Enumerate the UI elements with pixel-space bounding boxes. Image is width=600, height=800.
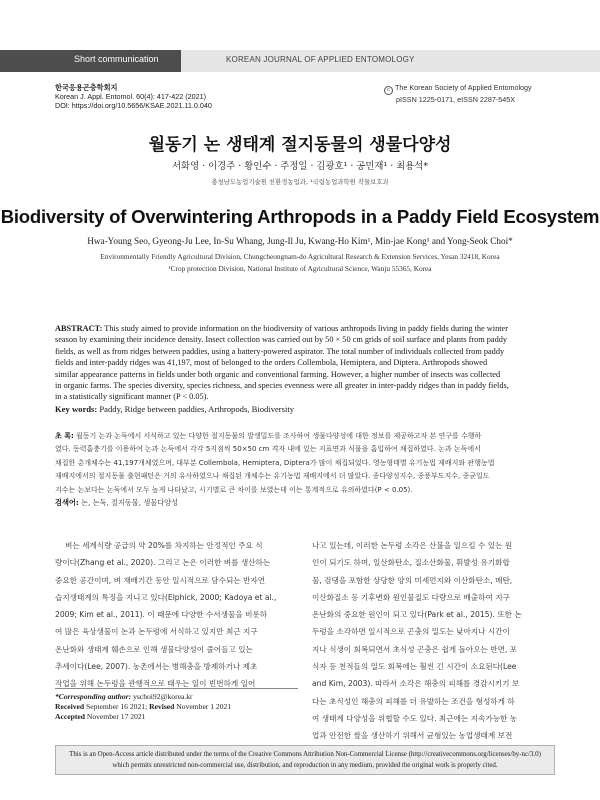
abstract-korean-line: 월동기 논과 논둑에서 서식하고 있는 다양한 절지동물의 발생밀도를 조사하여 생물다양성에 대한 정보를 제공하고자 본 연구를 수행하	[73, 432, 482, 440]
footnote-divider	[55, 688, 298, 689]
issn-text: pISSN 1225-0171, eISSN 2287-545X	[396, 95, 516, 104]
corresponding-author-email[interactable]: yschoi92@korea.kr	[131, 692, 193, 701]
abstract-korean-line: 재배지에서의 절지동물 출현패턴은 거의 유사하였으나 채집된 개체수는 유기농법 재배지에서 더 많았다. 종다양성지수, 종풍부도지수, 종균일도	[55, 472, 490, 481]
affiliation-english-1: Environmentally Friendly Agricultural Division, Chungcheongnam-do Agricultural Research & Extension Services, Yesan 32418, Korea	[100, 252, 500, 261]
keywords-korean	[55, 498, 178, 508]
body-line: 두렁을 소각하면 일시적으로 곤충의 밀도는 낮아지나 시간이	[312, 627, 510, 637]
body-column-right	[312, 537, 555, 745]
journal-name-korean: 한국응용곤충학회지	[55, 83, 118, 92]
accepted-date: November 17 2021	[84, 712, 146, 721]
keywords	[55, 404, 294, 414]
keywords-text: Paddy, Ridge between paddies, Arthropods, Biodiversity	[97, 404, 295, 414]
license-line: which permits unrestricted non-commercial use, distribution, and reproduction in any medium, provided the original work is properly cited.	[112, 761, 498, 769]
affiliation-korean: 충청남도농업기술원 친환경농업과, ¹국립농업과학원 작물보호과	[211, 178, 389, 186]
body-line: 업과 안전한 쌀을 생산하기 위해서 균형있는 농업생태계 보전	[312, 731, 513, 741]
title-english: Biodiversity of Overwintering Arthropods in a Paddy Field Ecosystem	[0, 206, 600, 227]
citation-reference: Korean J. Appl. Entomol. 60(4): 417-422 (2021)	[55, 92, 207, 101]
revised-label: Revised	[149, 702, 175, 711]
abstract	[55, 323, 555, 403]
body-line: 다는 초식성인 해충의 피해를 더 유발하는 조건을 형성하게 하	[312, 696, 515, 706]
body-line: 량이다(Zhang et al., 2020). 그리고 논은 이러한 벼를 생산하는	[55, 558, 271, 568]
abstract-korean-line: 지수는 논보다는 논둑에서 모두 높게 나타났고, 시기별로 큰 차이를 보였는데 이는 통계적으로 유의하였다(P < 0.05).	[55, 485, 413, 494]
abstract-korean-line: 채집한 총개체수는 41,197개체였으며, 대부분 Collembola, Hemiptera, Diptera가 많이 채집되었다. 영농형태별 유기농법 재배지와 관행농법	[55, 458, 495, 467]
abstract-korean	[55, 430, 555, 497]
abstract-korean-line: 였다. 동력흡충기를 이용하여 논과 논둑에서 각각 5지점씩 50×50 cm 격자 내에 있는 지표면과 식물을 흡입하여 채집하였다. 논과 논둑에서	[55, 445, 481, 454]
license-line: This is an Open-Access article distributed under the terms of the Creative Commons Attribution Non-Commercial License (http://creativecommons.org/licenses/by-nc/3.0)	[69, 751, 541, 758]
doi-link[interactable]: DOI: https://doi.org/10.5656/KSAE.2021.11.0.040	[55, 101, 212, 110]
journal-name: KOREAN JOURNAL OF APPLIED ENTOMOLOGY	[226, 55, 415, 64]
body-line: 2009; Kim et al., 2011). 이 때문에 다양한 수서생물을 비롯하	[55, 610, 268, 620]
revised-date: November 1 2021	[174, 702, 232, 711]
abstract-line: in organic farms. The species diversity, species richness, and species evenness were all greater in inter-paddy ridges than in paddy fields,	[55, 381, 509, 391]
authors-english: Hwa-Young Seo, Gyeong-Ju Lee, In-Su Whang, Jung-Il Ju, Kwang-Ho Kim¹, Min-jae Kong¹ and Yong-Seok Choi*	[87, 236, 513, 246]
body-line: 식자 등 천적들의 밀도 회복에는 훨씬 긴 시간이 소요된다(Lee	[312, 662, 517, 672]
abstract-line: This study aimed to provide information on the biodiversity of various arthropods living in paddy fields during the winter	[102, 324, 508, 333]
keywords-label: Key words:	[55, 404, 98, 414]
body-line: 온난화의 중요한 원인이 되고 있다(Park et al., 2015). 또한 논	[312, 610, 522, 620]
copyright-text: The Korean Society of Applied Entomology	[395, 83, 532, 92]
abstract-line: fields and inter-paddy ridges was 41,197, most of belonged to the orders Collembola, Hemiptera, and Diptera. Arthropods showed	[55, 358, 488, 368]
abstract-line: in a statistically significant manner (P < 0.05).	[55, 392, 209, 402]
abstract-line: fields, as well as from ridges between paddies, using a battery-powered aspirator. The total number of individuals collected from paddy	[55, 346, 505, 356]
abstract-label: ABSTRACT:	[55, 324, 103, 333]
body-line: 이산화질소 등 기후변화 원인물질도 다량으로 배출하여 지구	[312, 592, 510, 602]
body-line: 온난화와 생태계 훼손으로 인해 생물다양성이 줄어들고 있는	[55, 644, 253, 654]
accepted-label: Accepted	[55, 712, 85, 721]
body-line: 여 생태계 다양성을 위협할 수도 있다. 최근에는 지속가능한 농	[312, 713, 518, 723]
body-line: 여 많은 육상생물이 논과 논두렁에 서식하고 있지만 최근 지구	[55, 627, 258, 637]
body-line: and Kim, 2003). 따라서 소각은 해충의 피해를 경감시키기 보	[312, 679, 520, 689]
authors-korean: 서화영 · 이경주 · 황인수 · 주정일 · 김광호¹ · 공민재¹ · 최용석*	[171, 161, 429, 172]
title-korean: 월동기 논 생태계 절지동물의 생물다양성	[148, 135, 452, 155]
body-line: 물, 검댕을 포함한 상당한 양의 미세먼지와 이산화탄소, 메탄,	[312, 575, 513, 585]
body-line: 중요한 공간이며, 벼 재배기간 동안 일시적으로 담수되는 반자연	[55, 575, 266, 585]
body-line: 인이 되기도 하며, 일산화탄소, 질소산화물, 휘발성 유기화합	[312, 558, 510, 568]
received-label: Received	[55, 702, 85, 711]
received-date: September 16 2021;	[84, 702, 150, 711]
body-column-left	[55, 537, 298, 693]
abstract-line: season by examining their incidence density. Insect collection was carried out by 50 × 50 cm grids of soil surface and plants from paddy	[55, 335, 508, 345]
keywords-korean-text: 논, 논둑, 절지동물, 생물다양성	[78, 498, 179, 507]
body-line: 추세이다(Lee, 2007). 농촌에서는 병해충을 방제하거나 제초	[55, 662, 258, 672]
body-line: 습지생태계의 특징을 지니고 있다(Elphick, 2000; Kadoya et al.,	[55, 592, 277, 602]
abstract-korean-label: 초 록:	[55, 432, 74, 440]
body-line: 나고 있는데, 이러한 논두렁 소각은 산불을 일으킬 수 있는 원	[312, 541, 513, 550]
keywords-korean-label: 검색어:	[55, 498, 79, 507]
publisher-block	[384, 83, 578, 104]
citation-block	[55, 83, 212, 110]
body-line: 벼는 세계식량 공급의 약 20%를 차지하는 안정적인 주요 식	[65, 541, 263, 550]
footnote	[55, 692, 231, 722]
section-label: Short communication	[74, 54, 159, 64]
license-box	[55, 745, 555, 775]
abstract-line: similar appearance patterns in fields under both organic and conventional farming. However, a higher number of insects was collected	[55, 369, 501, 379]
corresponding-author-label: *Corresponding author:	[55, 692, 132, 701]
affiliation-english-2: ¹Crop protection Division, National Institute of Agricultural Science, Wanju 55365, Korea	[168, 264, 432, 273]
body-line: 지나 식생이 회복되면서 초식성 곤충은 쉽게 돌아오는 반면, 포	[312, 644, 518, 654]
body-line: 작업을 위해 논두렁을 관행적으로 태우는 일이 빈번하게 일어	[55, 679, 256, 689]
copyright-icon: c	[384, 86, 393, 95]
header-bar	[0, 50, 600, 72]
